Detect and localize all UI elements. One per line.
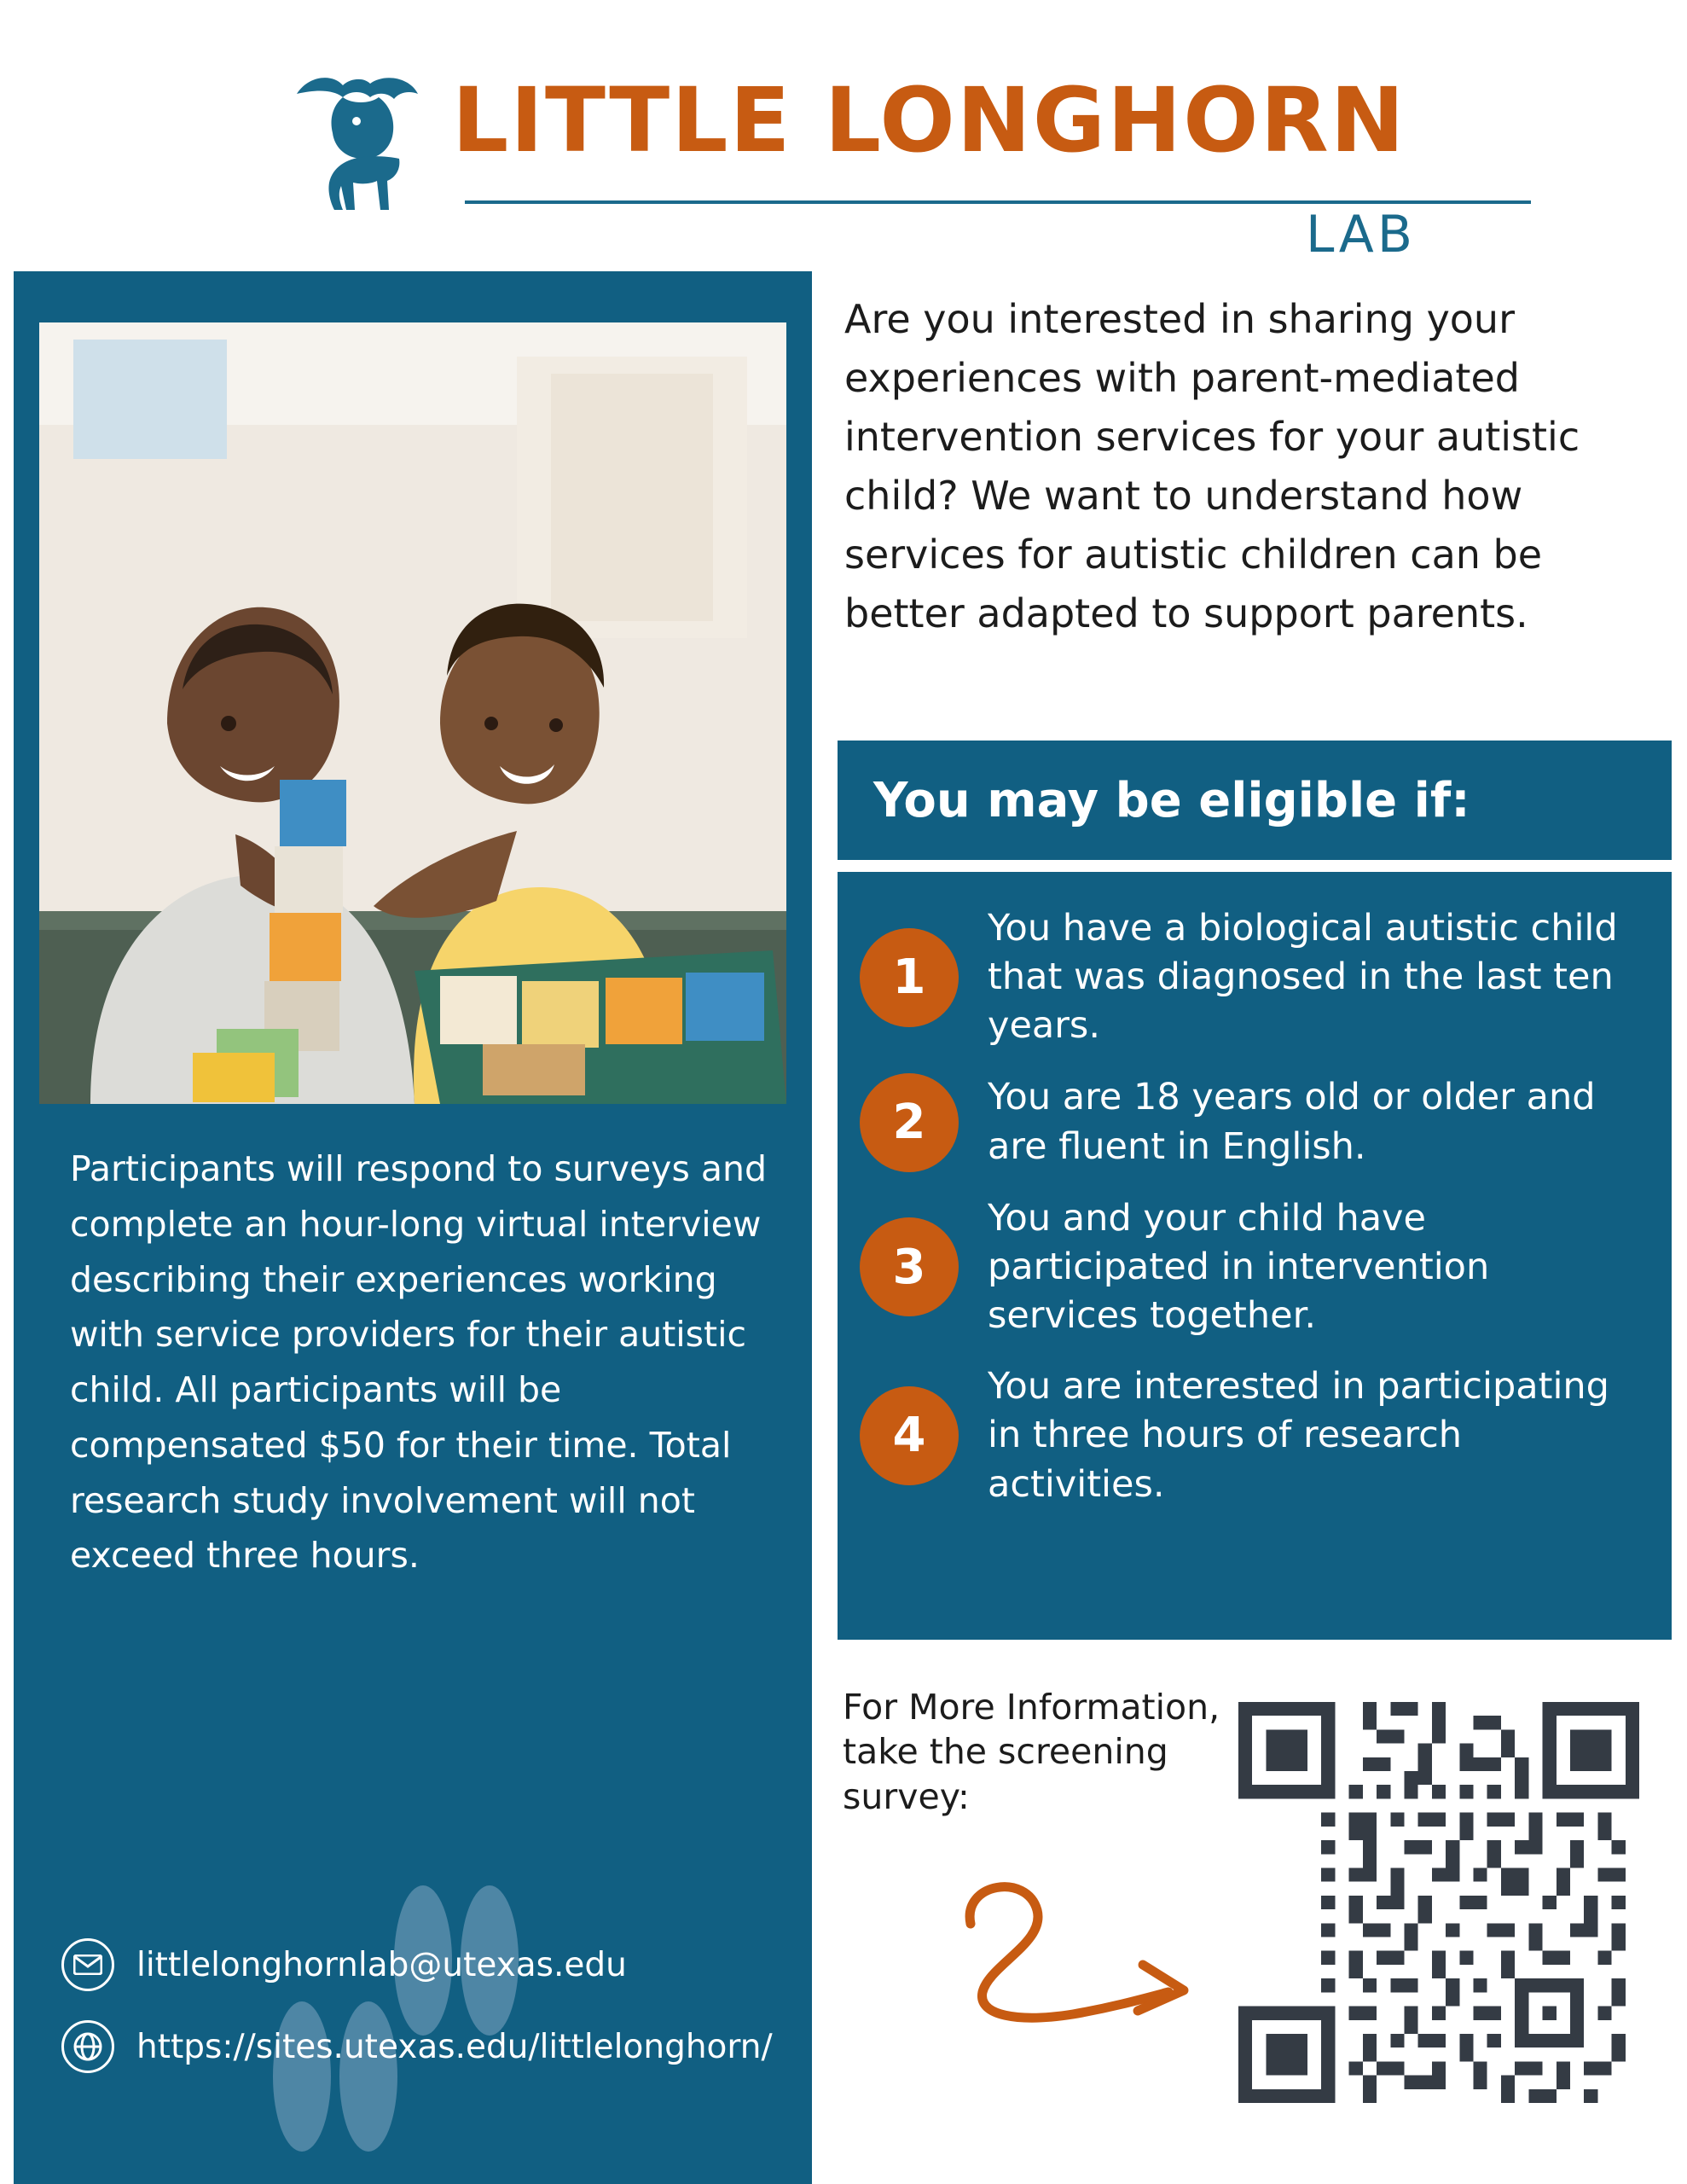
globe-icon (61, 2020, 114, 2073)
envelope-icon (61, 1938, 114, 1991)
logo-divider (465, 200, 1531, 204)
eligible-number-1: 1 (860, 928, 959, 1027)
list-item (860, 1073, 1649, 1172)
eligible-number-3: 3 (860, 1217, 959, 1316)
eligible-header (838, 741, 1672, 860)
eligible-number-2: 2 (860, 1073, 959, 1172)
eligible-list (838, 872, 1672, 1640)
list-item (860, 904, 1649, 1051)
eligible-text-1: You have a biological autistic child that was diagnosed in the last ten years. (988, 907, 1618, 1048)
photo (39, 322, 786, 1104)
list-item (860, 1362, 1649, 1509)
eligible-text-4: You are interested in participating in three hours of research activities. (988, 1365, 1609, 1506)
eligible-text-2: You are 18 years old or older and are fluent in English. (988, 1076, 1596, 1168)
curved-arrow-icon (945, 1864, 1235, 2035)
longhorn-icon (281, 68, 443, 213)
left-panel (14, 271, 812, 2184)
contact-block (61, 1938, 786, 2102)
logo (281, 51, 1416, 264)
intro-paragraph: Are you interested in sharing your experiences with parent-mediated intervention services for your autistic child? We want to understand how services for autistic children can be better adapted to support parents. (844, 296, 1580, 636)
eligible-text-3: You and your child have participated in intervention services together. (988, 1196, 1490, 1337)
more-info-text: For More Information, take the screening survey: (843, 1687, 1220, 1817)
eligible-title: You may be eligible if: (873, 772, 1470, 828)
contact-website[interactable] (61, 2020, 786, 2073)
contact-email-text: littlelonghornlab@utexas.edu (136, 1945, 627, 1984)
contact-website-text: https://sites.utexas.edu/littlelonghorn/ (136, 2027, 773, 2066)
logo-title: LITTLE LONGHORN (452, 68, 1406, 172)
left-paragraph: Participants will respond to surveys and complete an hour-long virtual interview describing their experiences working with service providers for their autistic child. All participants will be compensated $50 for their time. Total research study involvement will not exceed three hours. (70, 1148, 767, 1577)
qr-code[interactable] (1238, 1702, 1639, 2103)
list-item (860, 1194, 1649, 1341)
header (0, 43, 1687, 264)
contact-email[interactable] (61, 1938, 786, 1991)
logo-subtitle: LAB (1305, 205, 1416, 264)
eligible-number-4: 4 (860, 1386, 959, 1485)
